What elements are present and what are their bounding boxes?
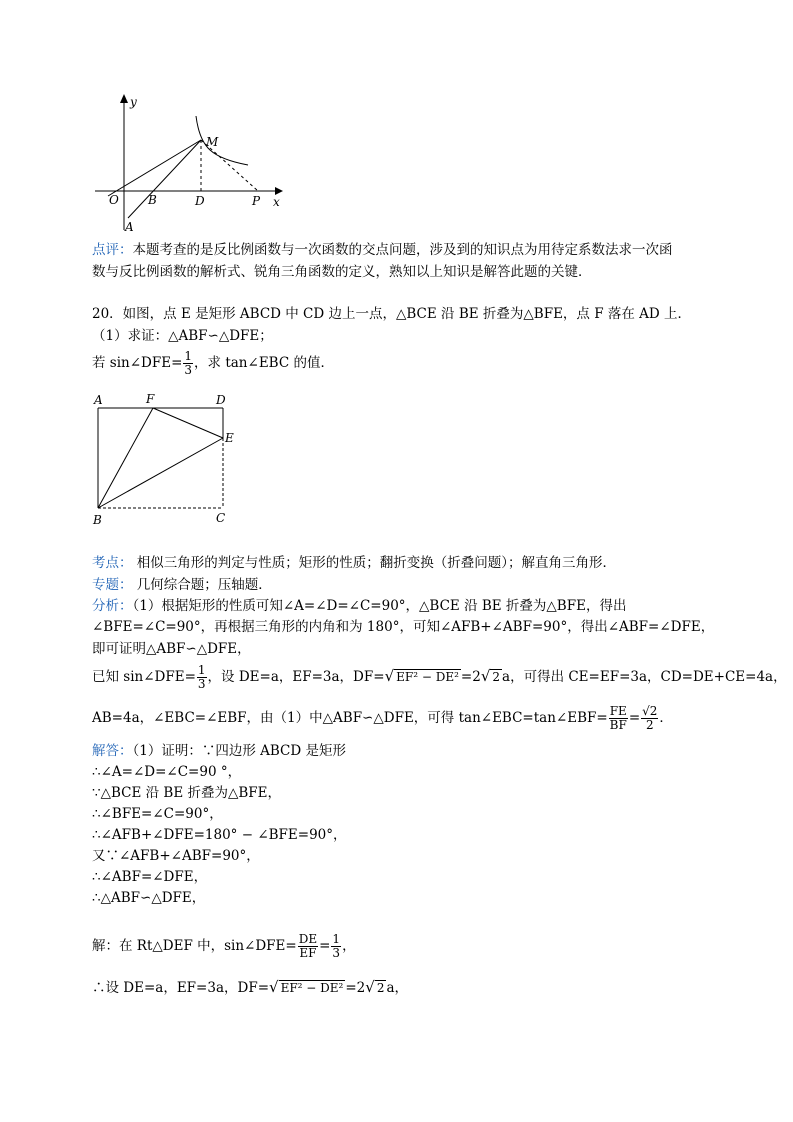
segment-fe [153, 408, 223, 438]
label-c: C [216, 511, 226, 525]
fenxi-line4: 已知 sin∠DFE= $\frac{1}{3}$ ，设 DE=a，EF=3a，DF=√ EF² − DE² =2√ 2 a，可得出 CE=EF=3a，CD=DE+CE=4a， [92, 663, 787, 691]
label-x: x [273, 195, 280, 209]
label-b: B [93, 513, 102, 527]
comment-label: 点评： [92, 242, 133, 258]
answer-line7: ∴∠ABF=∠DFE， [92, 869, 208, 885]
comment-line2: 数与反比例函数的解析式、锐角三角函数的定义，熟知以上知识是解答此题的关键． [92, 264, 592, 280]
label-o: O [109, 193, 119, 207]
label-d: D [216, 393, 226, 407]
line-om [108, 140, 201, 196]
answer-line6: 又∵∠AFB+∠ABF=90°， [92, 848, 260, 864]
fenxi-line2: ∠BFE=∠C=90°，再根据三角形的内角和为 180°，可知∠AFB+∠ABF=90°，得出∠ABF=∠DFE， [92, 619, 715, 635]
hyperbola-curve [196, 116, 248, 165]
answer-line1: 解答：（1）证明：∵四边形 ABCD 是矩形 [92, 743, 346, 759]
rectangle-figure [88, 390, 248, 528]
answer-line3: ∵△BCE 沿 BE 折叠为△BFE， [92, 785, 281, 801]
fenxi-line3: 即可证明△ABF∽△DFE， [92, 641, 251, 657]
solution-line1: 解：在 Rt△DEF 中，sin∠DFE= $\frac{DE}{EF}$ = $\frac{1}{3}$ ， [92, 932, 356, 960]
problem-line2: （1）求证：△ABF∽△DFE； [92, 328, 273, 344]
label-d: D [195, 194, 205, 208]
label-y: y [130, 95, 137, 109]
comment-line1: 点评：本题考查的是反比例函数与一次函数的交点问题，涉及到的知识点为用待定系数法求一次函 [92, 242, 673, 258]
sqrt-expression: EF² − DE² [396, 670, 459, 684]
solution-line2: ∴设 DE=a，EF=3a，DF=√ EF² − DE² =2√ 2 a， [92, 978, 409, 996]
y-axis-arrow [120, 94, 128, 103]
answer-label: 解答： [92, 743, 133, 759]
fraction: $\frac{DE}{EF}$ [298, 932, 318, 960]
label-a: A [125, 220, 134, 234]
zhuanti-line: 专题： 几何综合题；压轴题． [92, 577, 272, 593]
kaodian-label: 考点： [92, 555, 133, 571]
fraction: $\frac{1}{3}$ [332, 932, 341, 960]
line-am [128, 140, 201, 218]
fraction: $\frac{1}{3}$ [184, 349, 193, 377]
problem-line1: 20．如图，点 E 是矩形 ABCD 中 CD 边上一点，△BCE 沿 BE 折叠为△BFE，点 F 落在 AD 上． [92, 306, 692, 322]
zhuanti-label: 专题： [92, 577, 133, 593]
answer-line4: ∴∠BFE=∠C=90°， [92, 806, 223, 822]
label-p: P [252, 194, 261, 208]
label-f: F [146, 392, 155, 406]
sqrt-expression: EF² − DE² [280, 981, 344, 995]
problem-line3: 若 sin∠DFE= $\frac{1}{3}$ ，求 tan∠EBC 的值． [92, 349, 334, 377]
x-axis-arrow [275, 187, 283, 195]
fraction: $\frac{FE}{BF}$ [609, 704, 627, 732]
label-m: M [206, 135, 219, 149]
label-e: E [225, 431, 234, 445]
fenxi-line5: AB=4a，∠EBC=∠EBF，由（1）中△ABF∽△DFE，可得 tan∠EBC=tan∠EBF= $\frac{FE}{BF}$ = $\frac{√2}{2}$ ． [92, 704, 673, 732]
function-graph [90, 90, 290, 235]
answer-line5: ∴∠AFB+∠DFE=180° − ∠BFE=90°， [92, 827, 347, 843]
label-a: A [94, 393, 103, 407]
fraction: $\frac{1}{3}$ [197, 663, 206, 691]
fraction: $\frac{√2}{2}$ [642, 704, 658, 732]
label-b: B [148, 193, 157, 207]
fenxi-line1: 分析：（1）根据矩形的性质可知∠A=∠D=∠C=90°，△BCE 沿 BE 折叠为△BFE，得出 [92, 598, 627, 614]
fenxi-label: 分析： [92, 598, 133, 614]
answer-line8: ∴△ABF∽△DFE， [92, 890, 206, 906]
kaodian-line: 考点： 相似三角形的判定与性质；矩形的性质；翻折变换（折叠问题）；解直角三角形． [92, 555, 617, 571]
answer-line2: ∴∠A=∠D=∠C=90 °， [92, 764, 242, 780]
